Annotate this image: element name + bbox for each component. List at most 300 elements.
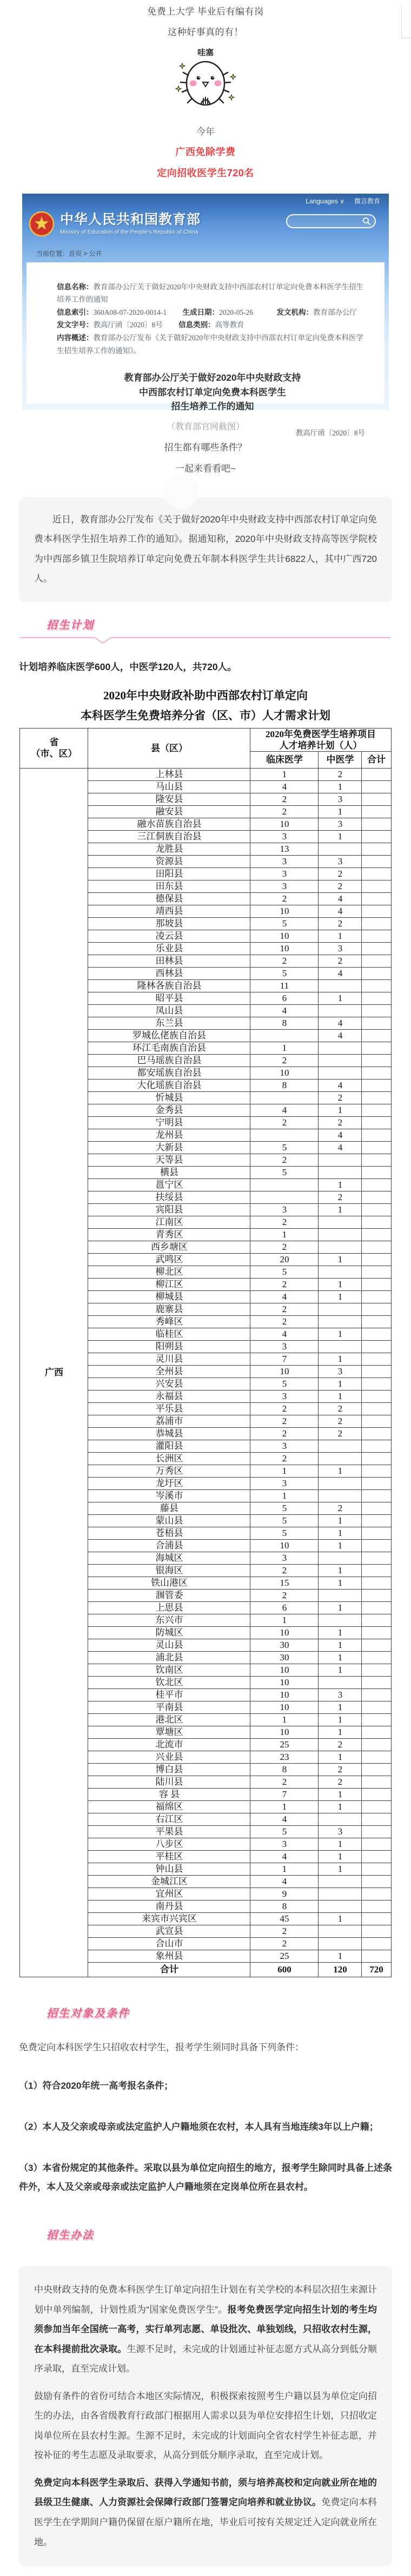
clinical-cell: 11 — [250, 980, 319, 992]
tcm-cell — [319, 1303, 362, 1316]
clinical-cell: 1 — [250, 1465, 319, 1478]
tcm-cell: 3 — [319, 1689, 362, 1701]
tcm-cell: 1 — [319, 1540, 362, 1552]
info-docno-label: 发文字号： — [57, 321, 94, 329]
row-total-cell — [362, 1390, 391, 1403]
tcm-cell — [319, 1067, 362, 1080]
tcm-cell: 2 — [319, 1502, 362, 1515]
moe-top-bar — [22, 194, 389, 206]
county-cell: 柳城县 — [88, 1291, 250, 1303]
tcm-cell — [319, 1241, 362, 1254]
row-total-cell — [362, 1726, 391, 1739]
county-cell: 隆林各族自治县 — [88, 980, 250, 992]
moe-site-subtitle: Ministry of Education of the People's Republic of China — [60, 228, 198, 235]
tcm-cell: 2 — [319, 769, 362, 781]
clinical-cell: 2 — [250, 1415, 319, 1428]
tcm-cell: 4 — [319, 968, 362, 980]
county-cell: 港北区 — [88, 1714, 250, 1726]
county-cell: 覃塘区 — [88, 1726, 250, 1739]
row-total-cell — [362, 1055, 391, 1067]
row-total-cell — [362, 943, 391, 955]
demand-table-block — [19, 686, 392, 1977]
county-cell: 来宾市兴宾区 — [88, 1913, 250, 1925]
section-divider — [19, 637, 392, 647]
row-total-cell — [362, 930, 391, 943]
county-cell: 浦北县 — [88, 1652, 250, 1664]
row-total-cell — [362, 1776, 391, 1789]
col-header-plan: 2020年免费医学生培养项目 人才培养计划（人） — [250, 728, 391, 752]
plan-summary-text: 计划培养临床医学600人，中医学120人，共720人。 — [19, 661, 237, 672]
screenshot-caption: （教育部官网截图） — [166, 422, 244, 432]
county-cell: 蒙山县 — [88, 1515, 250, 1527]
clinical-cell — [250, 1092, 319, 1104]
tcm-cell: 3 — [319, 943, 362, 955]
tcm-cell — [319, 1154, 362, 1167]
clinical-cell: 3 — [250, 1552, 319, 1565]
clinical-cell: 2 — [250, 793, 319, 806]
county-cell: 那坡县 — [88, 918, 250, 930]
clinical-cell: 3 — [250, 1838, 319, 1851]
county-cell: 武宣县 — [88, 1925, 250, 1938]
tcm-cell: 4 — [319, 1129, 362, 1142]
row-total-cell — [362, 1241, 391, 1254]
method-paragraph-3: 免费定向本科医学生录取后、获得入学通知书前，须与培养高校和定向就业所在地的县级卫生健康、人力资源社会保障行政部门签署定向培养和就业协议。免费定向本科医学生在学期间户籍仍保留在原户籍所在地，毕业后可按有关规定迁入定向就业所在地。 — [34, 2477, 377, 2547]
row-total-cell — [362, 1701, 391, 1714]
county-cell: 上思县 — [88, 1602, 250, 1614]
county-table-body — [20, 769, 391, 1977]
row-total-cell — [362, 769, 391, 781]
row-total-cell — [362, 1614, 391, 1627]
clinical-cell: 2 — [250, 893, 319, 905]
row-total-cell — [362, 1938, 391, 1950]
clinical-cell: 5 — [250, 1167, 319, 1179]
county-cell: 兴安县 — [88, 1378, 250, 1390]
county-cell: 东兰县 — [88, 1017, 250, 1030]
tcm-cell: 2 — [319, 1117, 362, 1129]
tcm-cell: 1 — [319, 1664, 362, 1677]
tcm-cell: 2 — [319, 1415, 362, 1428]
section-title-plan: 招生计划 — [47, 619, 94, 631]
row-total-cell — [362, 1428, 391, 1440]
row-total-cell — [362, 1030, 391, 1042]
county-cell: 忻城县 — [88, 1092, 250, 1104]
tcm-cell — [319, 1266, 362, 1279]
clinical-cell: 8 — [250, 1900, 319, 1913]
county-cell: 龙圩区 — [88, 1478, 250, 1490]
requirements-intro: 免费定向本科医学生只招收农村学生，报考学生须同时具备下列条件： — [19, 2042, 304, 2053]
row-total-cell — [362, 1478, 391, 1490]
row-total-cell — [362, 1129, 391, 1142]
county-cell: 苍梧县 — [88, 1527, 250, 1540]
clinical-cell: 13 — [250, 843, 319, 856]
county-cell: 恭城县 — [88, 1428, 250, 1440]
row-total-cell — [362, 843, 391, 856]
table-title-line2: 本科医学生免费培养分省（区、市）人才需求计划 — [81, 708, 330, 722]
row-total-cell — [362, 1552, 391, 1565]
info-date-value: 2020-05-26 — [219, 308, 254, 316]
county-cell: 扶绥县 — [88, 1191, 250, 1204]
county-cell: 万秀区 — [88, 1465, 250, 1478]
scrollbar-track[interactable] — [401, 5, 411, 38]
row-total-cell — [362, 1117, 391, 1129]
clinical-cell: 10 — [250, 943, 319, 955]
row-total-cell — [362, 1739, 391, 1751]
county-cell: 平果县 — [88, 1826, 250, 1838]
clinical-cell: 3 — [250, 1390, 319, 1403]
info-category-label: 信息类别： — [178, 321, 215, 329]
row-total-cell — [362, 1863, 391, 1876]
clinical-cell: 2 — [250, 1938, 319, 1950]
clinical-cell: 2 — [250, 1403, 319, 1415]
tcm-cell: 1 — [319, 1291, 362, 1303]
clinical-cell: 3 — [250, 1204, 319, 1216]
weibo-link: 微言教育 — [354, 197, 380, 205]
county-cell: 北流市 — [88, 1739, 250, 1751]
row-total-cell — [362, 1540, 391, 1552]
county-cell: 德保县 — [88, 893, 250, 905]
tcm-cell: 1 — [319, 992, 362, 1005]
row-total-cell — [362, 1888, 391, 1900]
county-cell: 融水苗族自治县 — [88, 818, 250, 831]
tcm-cell: 1 — [319, 1565, 362, 1577]
row-total-cell — [362, 1813, 391, 1826]
doc-title-line3: 招生培养工作的通知 — [171, 401, 254, 412]
row-total-cell — [362, 818, 391, 831]
row-total-cell — [362, 1291, 391, 1303]
row-total-cell — [362, 1789, 391, 1801]
tcm-cell: 4 — [319, 1142, 362, 1154]
tcm-cell — [319, 1888, 362, 1900]
county-cell: 南丹县 — [88, 1900, 250, 1913]
moe-site-title: 中华人民共和国教育部 — [60, 212, 201, 228]
row-total-cell — [362, 831, 391, 843]
search-input — [286, 214, 376, 228]
clinical-cell: 10 — [250, 1701, 319, 1714]
row-total-cell — [362, 1950, 391, 1963]
county-cell: 平南县 — [88, 1701, 250, 1714]
row-total-cell — [362, 1042, 391, 1055]
clinical-cell: 1 — [250, 1801, 319, 1813]
row-total-cell — [362, 955, 391, 968]
county-cell: 铁山港区 — [88, 1577, 250, 1590]
clinical-cell: 30 — [250, 1652, 319, 1664]
clinical-cell — [250, 1191, 319, 1204]
row-total-cell — [362, 1876, 391, 1888]
tcm-cell — [319, 1490, 362, 1502]
tcm-cell: 2 — [319, 1739, 362, 1751]
info-org-label: 发文机构： — [276, 308, 313, 316]
county-cell: 阳朔县 — [88, 1341, 250, 1353]
info-line-index — [57, 306, 368, 319]
row-total-cell — [362, 1900, 391, 1913]
clinical-cell: 7 — [250, 1353, 319, 1366]
clinical-cell: 3 — [250, 1478, 319, 1490]
clinical-cell: 2 — [250, 1055, 319, 1067]
clinical-cell: 1 — [250, 1714, 319, 1726]
tcm-cell — [319, 1677, 362, 1689]
clinical-cell: 1 — [250, 1614, 319, 1627]
tcm-cell: 2 — [319, 1191, 362, 1204]
county-cell: 永福县 — [88, 1390, 250, 1403]
clinical-cell: 2 — [250, 806, 319, 818]
county-cell: 巴马瑶族自治县 — [88, 1055, 250, 1067]
tcm-cell — [319, 1478, 362, 1490]
tcm-cell — [319, 1876, 362, 1888]
tcm-cell: 1 — [319, 1577, 362, 1590]
county-cell: 昭平县 — [88, 992, 250, 1005]
county-cell: 藤县 — [88, 1502, 250, 1515]
county-cell: 岑溪市 — [88, 1490, 250, 1502]
tcm-cell — [319, 1590, 362, 1602]
news-summary-box — [19, 497, 392, 602]
county-cell: 合山市 — [88, 1938, 250, 1950]
tcm-cell: 3 — [319, 793, 362, 806]
row-total-cell — [362, 1403, 391, 1415]
clinical-cell: 20 — [250, 1254, 319, 1266]
clinical-cell: 8 — [250, 1080, 319, 1092]
county-cell: 龙州县 — [88, 1129, 250, 1142]
clinical-cell: 3 — [250, 868, 319, 880]
county-cell: 柳江区 — [88, 1279, 250, 1291]
county-cell: 三江侗族自治县 — [88, 831, 250, 843]
tcm-cell: 2 — [319, 1764, 362, 1776]
moe-brand-row — [22, 206, 389, 237]
clinical-cell: 6 — [250, 1602, 319, 1614]
county-cell: 海城区 — [88, 1552, 250, 1565]
tcm-cell — [319, 1167, 362, 1179]
county-cell: 容 县 — [88, 1789, 250, 1801]
county-cell: 宜州区 — [88, 1888, 250, 1900]
row-total-cell — [362, 1590, 391, 1602]
question-line-1: 招生都有哪些条件？ — [164, 442, 247, 453]
clinical-cell: 10 — [250, 818, 319, 831]
row-total-cell — [362, 1142, 391, 1154]
tcm-cell — [319, 1453, 362, 1465]
row-total-cell — [362, 1067, 391, 1080]
clinical-cell: 10 — [250, 1627, 319, 1639]
row-total-cell — [362, 1104, 391, 1117]
county-cell: 隆安县 — [88, 793, 250, 806]
county-cell: 平桂区 — [88, 1851, 250, 1863]
clinical-cell: 3 — [250, 831, 319, 843]
clinical-cell: 10 — [250, 1677, 319, 1689]
county-cell: 临桂区 — [88, 1328, 250, 1341]
clinical-cell: 1 — [250, 1863, 319, 1876]
clinical-cell: 2 — [250, 1241, 319, 1254]
info-summary-label: 内容概述： — [57, 334, 94, 342]
tcm-cell: 1 — [319, 1652, 362, 1664]
clinical-cell: 6 — [250, 992, 319, 1005]
county-cell: 长洲区 — [88, 1453, 250, 1465]
clinical-cell: 3 — [250, 1440, 319, 1453]
tcm-cell: 1 — [319, 1515, 362, 1527]
county-cell: 荔浦市 — [88, 1415, 250, 1428]
tcm-cell: 1 — [319, 781, 362, 793]
section-title-method: 招生办法 — [47, 2229, 94, 2241]
info-date-label: 生成日期： — [182, 308, 220, 316]
highlight-line-1: 广西免除学费 — [175, 146, 236, 157]
table-title — [19, 686, 392, 726]
county-cell: 大新县 — [88, 1142, 250, 1154]
tcm-cell: 2 — [319, 1403, 362, 1415]
row-total-cell — [362, 806, 391, 818]
county-cell: 合浦县 — [88, 1540, 250, 1552]
clinical-cell: 3 — [250, 880, 319, 893]
county-cell: 靖西县 — [88, 905, 250, 918]
clinical-cell: 1 — [250, 1490, 319, 1502]
clinical-cell: 5 — [250, 1142, 319, 1154]
clinical-cell: 10 — [250, 905, 319, 918]
clinical-cell: 25 — [250, 1739, 319, 1751]
county-cell: 青秀区 — [88, 1229, 250, 1241]
national-emblem-icon — [29, 211, 55, 237]
row-total-cell — [362, 1664, 391, 1677]
tcm-cell: 1 — [319, 831, 362, 843]
clinical-cell: 2 — [250, 1154, 319, 1167]
clinical-cell: 30 — [250, 1639, 319, 1652]
tcm-cell: 1 — [319, 1789, 362, 1801]
row-total-cell — [362, 1851, 391, 1863]
intro-line-2: 这种好事真的有！ — [168, 27, 243, 37]
row-total-cell — [362, 1229, 391, 1241]
row-total-cell — [362, 1204, 391, 1216]
clinical-cell: 10 — [250, 1366, 319, 1378]
tcm-cell: 1 — [319, 1527, 362, 1540]
clinical-cell: 25 — [250, 1950, 319, 1963]
row-total-cell — [362, 1913, 391, 1925]
tcm-cell — [319, 1042, 362, 1055]
clinical-cell: 5 — [250, 1527, 319, 1540]
tcm-cell — [319, 1216, 362, 1229]
row-total-cell — [362, 980, 391, 992]
info-org-value: 教育部办公厅 — [313, 308, 357, 316]
county-cell: 凤山县 — [88, 1005, 250, 1017]
county-cell: 融安县 — [88, 806, 250, 818]
county-cell: 资源县 — [88, 856, 250, 868]
clinical-cell: 10 — [250, 1664, 319, 1677]
tcm-cell: 2 — [319, 1776, 362, 1789]
tcm-cell: 1 — [319, 1204, 362, 1216]
row-total-cell — [362, 1652, 391, 1664]
row-total-cell — [362, 1179, 391, 1191]
clinical-cell: 4 — [250, 1851, 319, 1863]
county-cell: 涠管委 — [88, 1590, 250, 1602]
county-cell: 凌云县 — [88, 930, 250, 943]
tcm-cell — [319, 1925, 362, 1938]
county-cell: 横县 — [88, 1167, 250, 1179]
tcm-cell: 2 — [319, 880, 362, 893]
col-header-province: 省 （市、区） — [20, 728, 88, 769]
tcm-cell — [319, 1614, 362, 1627]
row-total-cell — [362, 893, 391, 905]
county-cell: 田东县 — [88, 880, 250, 893]
county-cell: 陆川县 — [88, 1776, 250, 1789]
county-cell: 马山县 — [88, 781, 250, 793]
tcm-cell: 1 — [319, 1851, 362, 1863]
row-total-cell — [362, 1527, 391, 1540]
clinical-cell: 2 — [250, 1925, 319, 1938]
news-summary-text: 近日，教育部办公厅发布《关于做好2020年中央财政支持中西部农村订单定向免费本科医学生招生培养工作的通知》。据通知称，2020年中央财政支持高等医学院校为中西部乡镇卫生院培养订单定向免费五年制本科医学生共计6822人，其中广西720人。 — [34, 514, 377, 584]
row-total-cell — [362, 1154, 391, 1167]
county-cell: 东兴市 — [88, 1614, 250, 1627]
clinical-cell: 1 — [250, 769, 319, 781]
info-docno-value: 教高厅函〔2020〕8号 — [93, 321, 163, 329]
row-total-cell — [362, 1925, 391, 1938]
tcm-cell — [319, 1552, 362, 1565]
clinical-cell: 2 — [250, 1303, 319, 1316]
county-cell: 龙胜县 — [88, 843, 250, 856]
row-total-cell — [362, 1826, 391, 1838]
row-total-cell — [362, 1751, 391, 1764]
doc-title-line1: 教育部办公厅关于做好2020年中央财政支持 — [124, 373, 301, 383]
county-cell: 桂平市 — [88, 1689, 250, 1701]
county-cell: 钦北区 — [88, 1677, 250, 1689]
info-index-label: 信息索引： — [57, 308, 94, 316]
clinical-cell: 9 — [250, 1888, 319, 1900]
row-total-cell — [362, 1191, 391, 1204]
tcm-cell: 1 — [319, 1801, 362, 1813]
row-total-cell — [362, 1677, 391, 1689]
tcm-cell: 2 — [319, 1428, 362, 1440]
method-paragraph-1: 中央财政支持的免费本科医学生订单定向招生计划在有关学校的本科层次招生来源计划中单列编制，计划性质为“国家免费医学生”。报考免费医学定向招生计划的考生均须参加当年全国统一高考，实行单列志愿、单设批次、单独划线，只招收农村生源，在本科提前批次录取。生源不足时，未完成的计划通过补征志愿方式从高分到低分顺序录取，直至完成计划。 — [34, 2284, 377, 2374]
county-cell: 西乡塘区 — [88, 1241, 250, 1254]
tcm-cell: 1 — [319, 1465, 362, 1478]
county-cell: 灵川县 — [88, 1353, 250, 1366]
row-total-cell — [362, 1565, 391, 1577]
year-line: 今年 — [196, 126, 215, 137]
tcm-cell — [319, 1229, 362, 1241]
row-total-cell — [362, 1216, 391, 1229]
row-total-cell — [362, 880, 391, 893]
breadcrumb: 当前位置：首页 > 公开 — [36, 249, 102, 257]
row-total-cell — [362, 793, 391, 806]
tcm-cell: 4 — [319, 1080, 362, 1092]
clinical-cell: 10 — [250, 1540, 319, 1552]
clinical-cell: 5 — [250, 918, 319, 930]
tcm-cell — [319, 1440, 362, 1453]
total-label-cell: 合计 — [88, 1963, 250, 1977]
table-title-line1: 2020年中央财政补助中西部农村订单定向 — [103, 689, 308, 703]
col-header-county: 县（区） — [88, 728, 250, 769]
county-cell: 罗城仫佬族自治县 — [88, 1030, 250, 1042]
highlight-line-2: 定向招收医学生720名 — [157, 167, 254, 178]
row-total-cell — [362, 1764, 391, 1776]
tcm-cell: 1 — [319, 1913, 362, 1925]
col-header-clinical: 临床医学 — [250, 752, 319, 769]
row-total-cell — [362, 1366, 391, 1378]
info-line-summary — [57, 332, 368, 357]
wow-sticker — [0, 47, 411, 117]
row-total-cell — [362, 1092, 391, 1104]
grand-total-cell: 720 — [362, 1963, 391, 1977]
tcm-cell: 1 — [319, 1328, 362, 1341]
tcm-cell: 1 — [319, 1950, 362, 1963]
clinical-cell: 2 — [250, 1279, 319, 1291]
tcm-cell: 3 — [319, 1366, 362, 1378]
tcm-cell — [319, 980, 362, 992]
table-row — [20, 769, 391, 781]
tcm-cell: 2 — [319, 955, 362, 968]
clinical-cell: 1 — [250, 1229, 319, 1241]
tcm-cell: 1 — [319, 1838, 362, 1851]
tcm-cell: 1 — [319, 930, 362, 943]
county-cell: 宁明县 — [88, 1117, 250, 1129]
row-total-cell — [362, 1254, 391, 1266]
row-total-cell — [362, 856, 391, 868]
county-cell: 右江区 — [88, 1813, 250, 1826]
row-total-cell — [362, 992, 391, 1005]
row-total-cell — [362, 905, 391, 918]
